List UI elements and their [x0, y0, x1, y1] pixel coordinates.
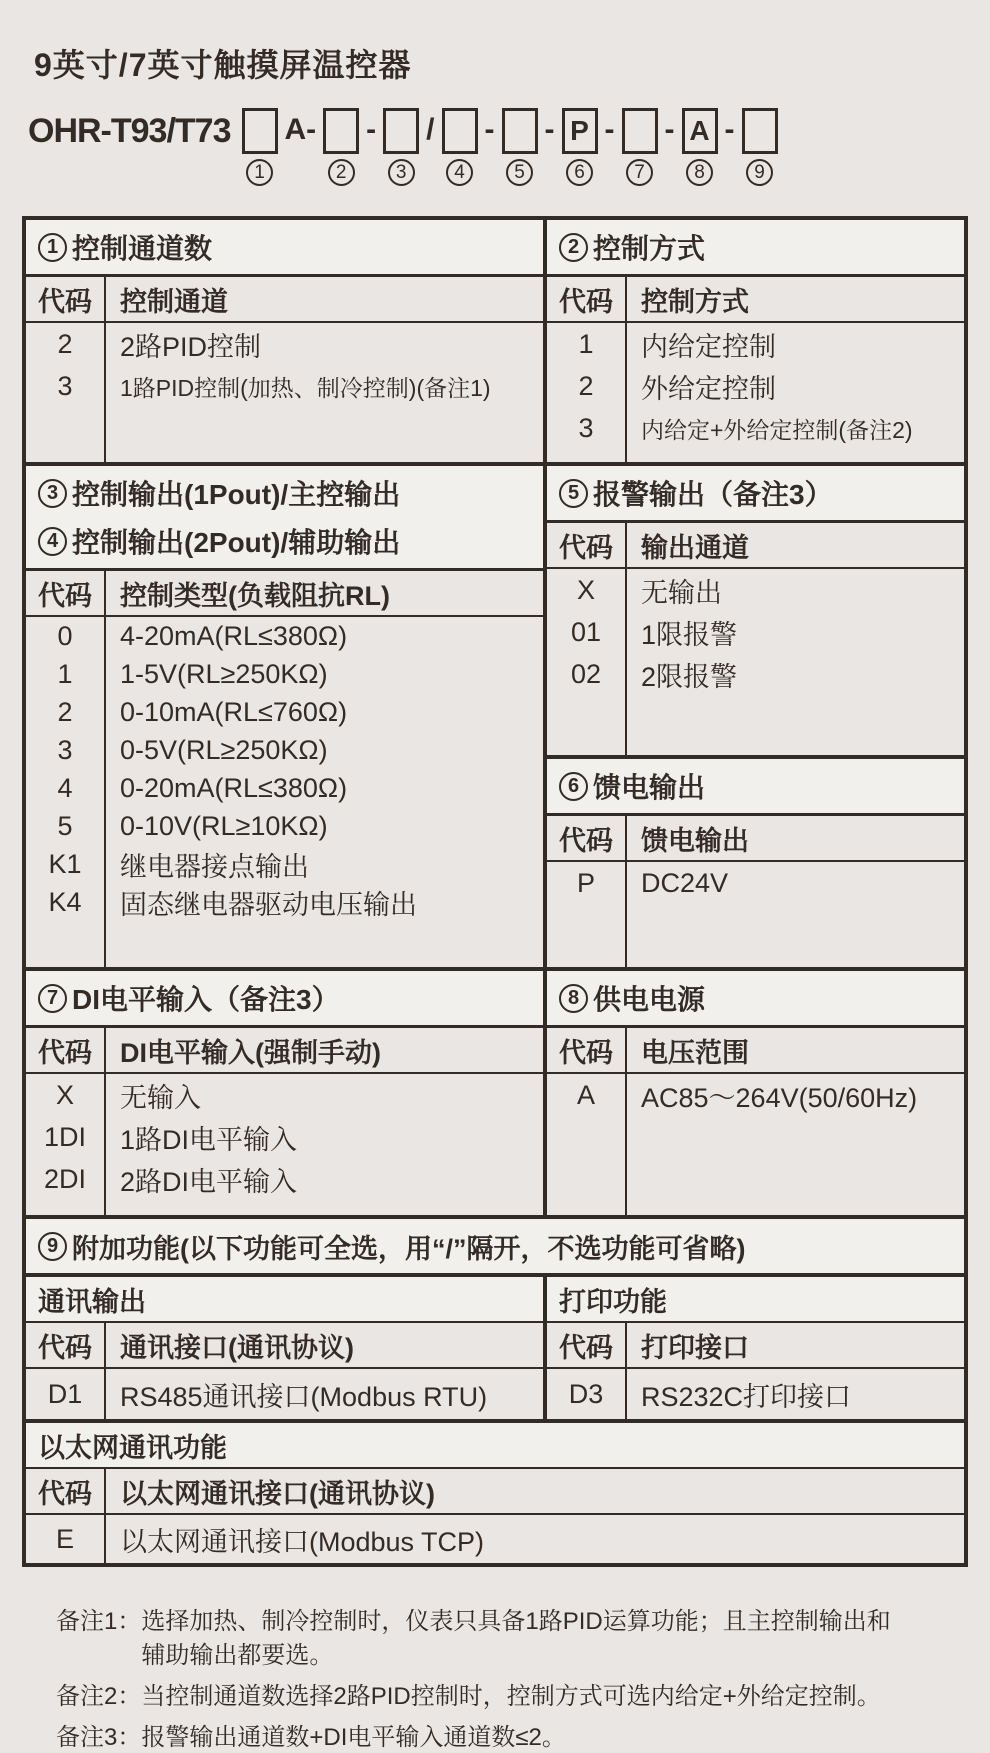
spec-left-column [26, 220, 547, 1215]
note-2-label: 备注2： [56, 1683, 142, 1710]
note-1-label: 备注1： [56, 1608, 142, 1635]
code-cell: 3 [578, 412, 594, 443]
model-separator: - [484, 113, 495, 146]
desc-header: 控制方式 [627, 277, 964, 323]
model-separator: - [544, 113, 555, 146]
desc-cell: RS232C打印接口 [641, 1381, 852, 1412]
section-3-line [38, 473, 400, 513]
circled-number-9: 9 [38, 1232, 67, 1261]
desc-cell: DC24V [641, 867, 729, 898]
circled-number-3: 3 [388, 159, 415, 186]
section-2-table [547, 277, 964, 462]
code-cell: 2DI [43, 1163, 87, 1194]
section-8-header [547, 971, 964, 1028]
section-1-header [26, 220, 543, 277]
circled-number-6: 6 [566, 159, 593, 186]
code-header: 代码 [26, 277, 104, 323]
desc-cell: 0-5V(RL≥250KΩ) [120, 734, 328, 765]
code-cell: 3 [57, 370, 73, 401]
desc-cell: 0-20mA(RL≤380Ω) [120, 772, 348, 803]
section-3-title: 控制输出(1Pout)/主控输出 [72, 479, 401, 510]
code-cell: 2 [57, 696, 73, 727]
section-5-title: 报警输出（备注3） [593, 479, 833, 510]
desc-cell: 2路DI电平输入 [120, 1166, 298, 1197]
desc-cell: 0-10V(RL≥10KΩ) [120, 810, 328, 841]
circled-number-3: 3 [38, 479, 67, 508]
model-box-3 [383, 108, 419, 154]
section-5-alarm-output [547, 462, 964, 755]
code-cell: 1 [57, 658, 73, 689]
model-segment-9 [742, 108, 778, 186]
model-segment-1 [242, 108, 278, 186]
comm-output-header: 通讯输出 [26, 1277, 543, 1323]
code-cell: K1 [48, 848, 82, 879]
model-code-line [28, 108, 990, 186]
section-1-title: 控制通道数 [72, 233, 213, 264]
model-box-9 [742, 108, 778, 154]
comm-output-table [26, 1323, 543, 1419]
desc-cell: 1路PID控制(加热、制冷控制)(备注1) [120, 374, 491, 401]
note-3 [56, 1721, 950, 1753]
code-header: 代码 [547, 1028, 625, 1074]
desc-header: 电压范围 [627, 1028, 964, 1074]
code-header: 代码 [547, 816, 625, 862]
desc-cell: AC85～264V(50/60Hz) [641, 1082, 918, 1113]
section-3-4-table [26, 571, 543, 967]
model-separator: - [604, 113, 615, 146]
note-2-text: 当控制通道数选择2路PID控制时，控制方式可选内给定+外给定控制。 [141, 1683, 881, 1710]
circled-number-7: 7 [38, 984, 67, 1013]
code-header: 代码 [547, 277, 625, 323]
desc-cell: 无输入 [120, 1082, 201, 1113]
code-header: 代码 [547, 523, 625, 569]
circled-number-4: 4 [38, 527, 67, 556]
desc-cell: 固态继电器驱动电压输出 [120, 889, 417, 920]
section-3-4-control-output [26, 462, 543, 967]
desc-header: 以太网通讯接口(通讯协议) [106, 1469, 964, 1515]
code-cell: X [576, 574, 595, 605]
desc-cell: 0-10mA(RL≤760Ω) [120, 696, 348, 727]
code-header: 代码 [26, 571, 104, 617]
code-header: 代码 [26, 1028, 104, 1074]
code-cell: E [55, 1523, 74, 1554]
model-box-2 [323, 108, 359, 154]
code-cell: 1 [578, 328, 594, 359]
code-cell: P [576, 867, 595, 898]
model-segment-8 [682, 108, 718, 186]
circled-number-8: 8 [559, 984, 588, 1013]
section-8-power-supply [547, 967, 964, 1215]
section-2-header [547, 220, 964, 277]
page-title: 9英寸/7英寸触摸屏温控器 [34, 47, 412, 83]
circled-number-4: 4 [446, 159, 473, 186]
desc-cell: 1限报警 [641, 619, 738, 650]
code-cell: 4 [57, 772, 73, 803]
section-2-control-mode [547, 220, 964, 462]
circled-number-2: 2 [559, 233, 588, 262]
desc-cell: 2路PID控制 [120, 331, 262, 362]
code-cell: D3 [568, 1378, 604, 1409]
code-cell: X [55, 1079, 74, 1110]
desc-cell: 4-20mA(RL≤380Ω) [120, 620, 348, 651]
section-8-title: 供电电源 [593, 984, 706, 1015]
section-7-header [26, 971, 543, 1028]
section-9-additional-functions-header [26, 1215, 964, 1277]
spec-upper-grid [26, 220, 964, 1215]
section-1-table [26, 277, 543, 462]
model-prefix: OHR-T93/T73 [28, 112, 231, 150]
model-segment-6 [562, 108, 598, 186]
circled-number-8: 8 [686, 159, 713, 186]
model-box-5 [502, 108, 538, 154]
section-5-table [547, 523, 964, 755]
model-separator: / [426, 113, 435, 146]
desc-header: 控制类型(负载阻抗RL) [106, 571, 543, 617]
section-1-control-channels [26, 220, 543, 462]
code-cell: 3 [57, 734, 73, 765]
ordering-spec-table [22, 216, 968, 1567]
desc-cell: 内给定+外给定控制(备注2) [641, 416, 913, 443]
code-cell: A [576, 1079, 595, 1110]
footnotes [56, 1605, 950, 1753]
desc-cell: 1路DI电平输入 [120, 1124, 298, 1155]
model-separator: A- [284, 113, 317, 146]
code-header: 代码 [547, 1323, 625, 1369]
desc-header: DI电平输入(强制手动) [106, 1028, 543, 1074]
spec-right-column [547, 220, 964, 1215]
model-segment-4 [442, 108, 478, 186]
desc-cell: 1-5V(RL≥250KΩ) [120, 658, 328, 689]
desc-cell: 内给定控制 [641, 331, 776, 362]
section-6-header [547, 759, 964, 816]
desc-header: 输出通道 [627, 523, 964, 569]
section-6-title: 馈电输出 [593, 772, 706, 803]
model-box-8: A [682, 108, 718, 154]
code-header: 代码 [26, 1323, 104, 1369]
note-3-text: 报警输出通道数+DI电平输入通道数≤2。 [141, 1724, 566, 1751]
code-header: 代码 [26, 1469, 104, 1515]
circled-number-2: 2 [328, 159, 355, 186]
desc-cell: 继电器接点输出 [120, 851, 309, 882]
section-7-di-input [26, 967, 543, 1215]
model-box-6: P [562, 108, 598, 154]
model-box-4 [442, 108, 478, 154]
section-9-title: 附加功能(以下功能可全选，用“/”隔开，不选功能可省略) [72, 1233, 746, 1264]
circled-number-5: 5 [559, 479, 588, 508]
note-3-label: 备注3： [56, 1724, 142, 1751]
section-3-4-header [26, 466, 543, 571]
model-separator: - [366, 113, 377, 146]
code-cell: 01 [570, 616, 602, 647]
desc-cell: 外给定控制 [641, 373, 776, 404]
comm-print-grid [26, 1277, 964, 1419]
code-cell: K4 [48, 886, 82, 917]
model-separator: - [724, 113, 735, 146]
model-separator: - [664, 113, 675, 146]
desc-header: 打印接口 [627, 1323, 964, 1369]
model-segment-7 [622, 108, 658, 186]
model-box-1 [242, 108, 278, 154]
model-segment-3 [383, 108, 419, 186]
model-box-7 [622, 108, 658, 154]
model-segment-2 [323, 108, 359, 186]
section-7-title: DI电平输入（备注3） [72, 984, 340, 1015]
code-cell: 1DI [43, 1121, 87, 1152]
ethernet-table [26, 1469, 964, 1563]
print-function-section [547, 1277, 964, 1419]
desc-cell: RS485通讯接口(Modbus RTU) [120, 1381, 488, 1412]
section-4-line [38, 521, 400, 561]
circled-number-6: 6 [559, 772, 588, 801]
note-1 [56, 1605, 950, 1673]
section-2-title: 控制方式 [593, 233, 706, 264]
code-cell: 2 [57, 328, 73, 359]
desc-cell: 2限报警 [641, 661, 738, 692]
print-function-table [547, 1323, 964, 1419]
desc-cell: 以太网通讯接口(Modbus TCP) [120, 1526, 485, 1557]
code-cell: 2 [578, 370, 594, 401]
ethernet-section [26, 1419, 964, 1563]
section-6-feed-output [547, 755, 964, 967]
circled-number-9: 9 [746, 159, 773, 186]
code-cell: 02 [570, 658, 602, 689]
note-2 [56, 1680, 950, 1714]
circled-number-7: 7 [626, 159, 653, 186]
desc-header: 控制通道 [106, 277, 543, 323]
section-8-table [547, 1028, 964, 1215]
section-5-header [547, 466, 964, 523]
desc-header: 通讯接口(通讯协议) [106, 1323, 543, 1369]
circled-number-1: 1 [246, 159, 273, 186]
section-6-table [547, 816, 964, 967]
ethernet-header: 以太网通讯功能 [26, 1423, 964, 1469]
code-cell: D1 [47, 1378, 83, 1409]
circled-number-1: 1 [38, 233, 67, 262]
code-cell: 5 [57, 810, 73, 841]
code-cell: 0 [57, 620, 73, 651]
model-segment-5 [502, 108, 538, 186]
desc-header: 馈电输出 [627, 816, 964, 862]
section-4-title: 控制输出(2Pout)/辅助输出 [72, 527, 401, 558]
comm-output-section [26, 1277, 547, 1419]
print-function-header: 打印功能 [547, 1277, 964, 1323]
note-1-text: 选择加热、制冷控制时，仪表只具备1路PID运算功能；且主控制输出和辅助输出都要选。 [141, 1608, 891, 1669]
circled-number-5: 5 [506, 159, 533, 186]
section-7-table [26, 1028, 543, 1215]
desc-cell: 无输出 [641, 577, 722, 608]
